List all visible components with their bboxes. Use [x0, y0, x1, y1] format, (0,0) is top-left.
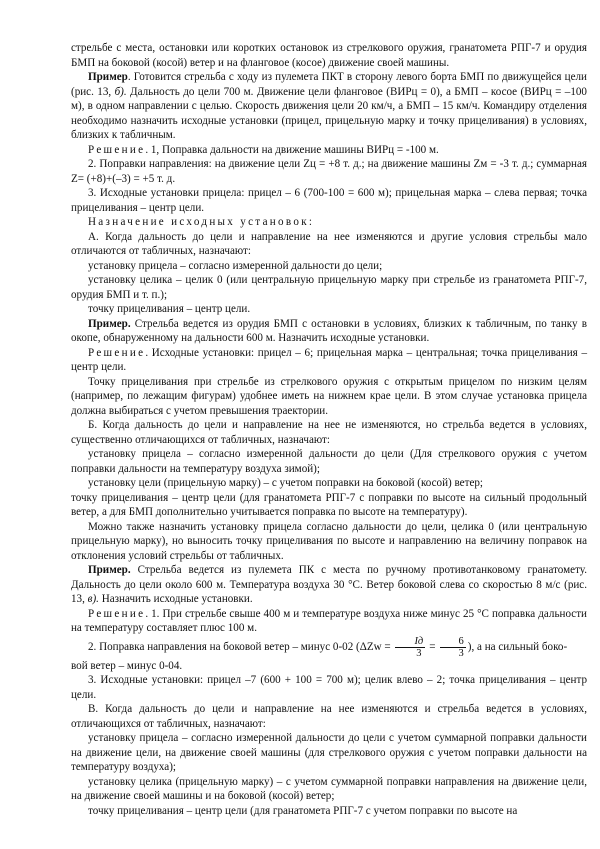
paragraph-case-b: Б. Когда дальность до цели и направление на нее не изменяются, но стрельба ведется в условиях, существенно отличающихся от табличных, назначают: [71, 419, 587, 446]
list-item: точку прицеливания – центр цели (для гранатомета РПГ-7 с учетом поправки по высоте на [88, 804, 518, 817]
example-label: Пример. [88, 317, 131, 330]
paragraph-example-bmp: Пример. Стрельба ведется из орудия БМП с остановки в условиях, близких к табличным, по танку в окопе, обнаруженному на дальности 600 м. Назначить исходные установки. [71, 317, 587, 344]
paragraph-solution-pk-2-cont: вой ветер – минус 0-04. [71, 659, 183, 672]
fraction-value: $\frac{6}{3}$ [440, 636, 466, 659]
paragraph-solution-2: 2. Поправки направления: на движение цели Zц = +8 т. д.; на движение машины Zм = -3 т. д.; суммарная Z= (+8)+(–3) = +5 т. д. [71, 158, 587, 185]
example-label: Пример [88, 71, 128, 83]
paragraph-intro-continuation: стрельбе с места, остановки или коротких остановок из стрелкового оружия, гранатомета РПГ-7 и орудия БМП на боковой (косой) ветер и на фланговое (косое) движение своей машины. [71, 42, 587, 69]
paragraph-case-v: В. Когда дальность до цели и направление на нее изменяются и стрельба ведется в условиях, отличающихся от табличных, назначают: [71, 703, 587, 730]
example-label: Пример. [88, 564, 131, 576]
paragraph-example-pkt: Пример. Готовится стрельба с ходу из пулемета ПКТ в сторону левого борта БМП по движущейся цели (рис. 13, б). Дальность до цели 700 м. Движение цели фланговое (ВИРц = 0), а БМП – косое (ВИРц = –100 м), в одном направлении с целью. Скорость движения цели 20 км/ч, а БМП – 15 км/ч. Командиру отделения необходимо назначить исходные установки (прицел, прицельную марку и точку прицеливания) в условиях, близких к табличным. [71, 71, 587, 141]
solution-label: Решение [88, 346, 146, 359]
fraction-wind: $\frac{Iд}{3}$ [395, 636, 425, 659]
list-item: установку прицела – согласно измеренной дальности до цели с учетом суммарной поправки дальности на движение цели, на движение своей машины (для стрелкового оружия с учетом поправки дальности на температуру воздуха); [71, 732, 587, 773]
figure-reference: б). [114, 85, 127, 98]
list-item: установку цели (прицельную марку) – с учетом поправки на боковой (косой) ветер; [88, 477, 484, 489]
paragraph-aim-point-note: Точку прицеливания при стрельбе из стрелкового оружия с открытым прицелом по низким целям (например, по лежащим фигурам) удобнее иметь на нижнем крае цели. В этом случае установка прицела должна выбираться с учетом превышения траектории. [71, 375, 587, 417]
list-item: установку прицела – согласно измеренной дальности до цели (Для стрелкового оружия с учетом поправки дальности на температуру воздуха зимой); [71, 448, 587, 475]
paragraph-solution-pk-2: 2. Поправка направления на боковой ветер – минус 0-02 (ΔZw = $\frac{Iд}{3}$ = $\frac{6}{3}$ ), а на сильный боко- [88, 635, 568, 659]
paragraph-solution-3: 3. Исходные установки прицела: прицел – 6 (700-100 = 600 м); прицельная марка – слева первая; точка прицеливания – центр цели. [71, 187, 587, 214]
paragraph-example-pk: Пример. Стрельба ведется из пулемета ПК с места по ручному противотанковому гранатомету. Дальность до цели около 600 м. Температура воздуха 30 °С. Ветер боковой слева со скоростью 8 м/с (рис. 13, в). Назначить исходные установки. [71, 564, 587, 605]
paragraph-solution-pk-1: Решение. 1. При стрельбе свыше 400 м и температуре воздуха ниже минус 25 °С поправка дальности на температуру составляет плюс 100 м. [71, 607, 587, 634]
list-item: установку целика (прицельную марку) – с учетом суммарной поправки направления на движение цели, на движение своей машины и на боковой (косой) ветер; [71, 775, 587, 802]
paragraph-solution-1: Решение. 1, Поправка дальности на движение машины ВИРц = -100 м. [88, 143, 439, 156]
list-item: установку прицела – согласно измеренной дальности до цели; [88, 259, 383, 272]
paragraph-solution-bmp: Решение. Исходные установки: прицел – 6; прицельная марка – центральная; точка прицеливания – центр цели. [71, 346, 587, 373]
document-page [71, 41, 587, 818]
solution-label: Решение [88, 607, 146, 620]
section-heading: Назначение исходных установок: [88, 216, 315, 228]
figure-reference: в). [87, 593, 99, 605]
paragraph-solution-pk-3: 3. Исходные установки: прицел –7 (600 + 100 = 700 м); целик влево – 2; точка прицеливания – центр цели. [71, 674, 587, 701]
list-item: установку целика – целик 0 (или центральную прицельную марку при стрельбе из гранатомета РПГ-7, орудия БМП и т. п.); [71, 274, 587, 301]
list-item: точку прицеливания – центр цели. [88, 303, 251, 315]
paragraph-case-a: А. Когда дальность до цели и направление на нее изменяются и другие условия стрельбы мало отличаются от табличных, назначают: [71, 230, 587, 257]
list-item: точку прицеливания – центр цели (для гранатомета РПГ-7 с поправки по высоте на сильный продольный ветер, а для БМП дополнительно учитывается поправка по высоте на температуру). [71, 491, 587, 518]
paragraph-alternative: Можно также назначить установку прицела согласно дальности до цели, целика 0 (или центральную прицельную марку), но выносить точку прицеливания по высоте и направлению на величину поправок на отклонения условий стрельбы от табличных. [71, 520, 587, 562]
solution-label: Решение [88, 143, 146, 156]
